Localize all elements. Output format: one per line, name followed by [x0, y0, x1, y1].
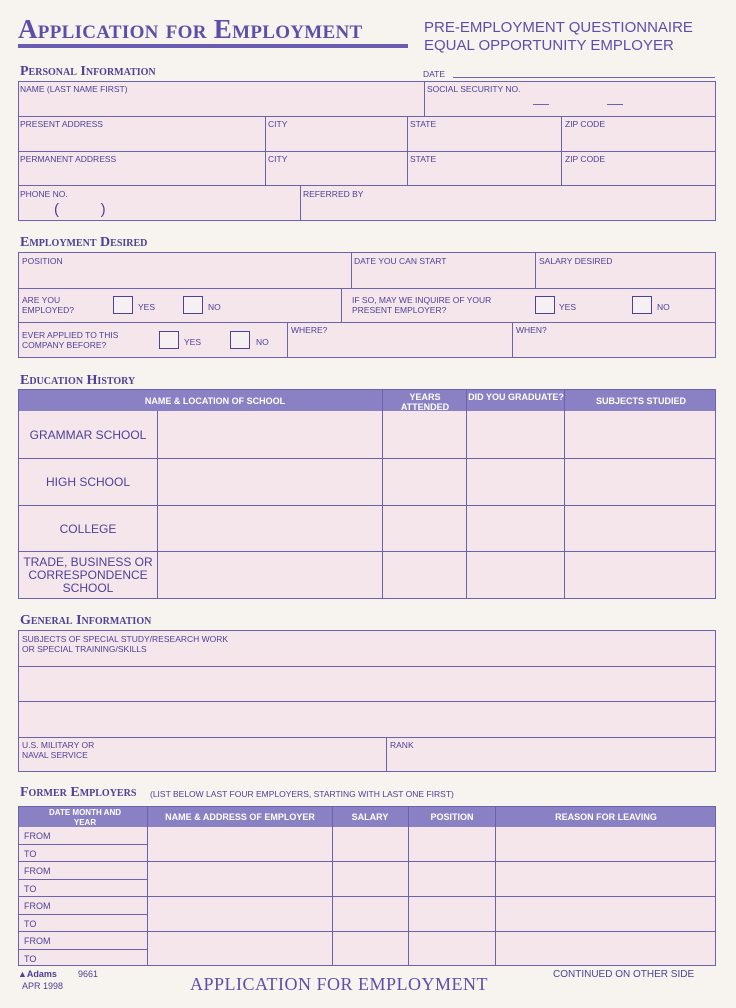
- brand-name: Adams: [26, 969, 57, 979]
- row-college: COLLEGE: [59, 522, 117, 536]
- form-date: APR 1998: [22, 981, 64, 991]
- inquire-no-checkbox[interactable]: [632, 296, 652, 314]
- start-date-field[interactable]: DATE YOU CAN START: [354, 256, 447, 266]
- form-title: Application for Employment: [18, 14, 363, 44]
- yes-label: YES: [138, 302, 156, 312]
- col-divider: [332, 807, 333, 966]
- col-divider: [341, 288, 342, 322]
- col-divider: [424, 81, 425, 116]
- row-divider: [18, 322, 716, 323]
- row-divider: [18, 931, 716, 932]
- permanent-city-field[interactable]: CITY: [268, 154, 288, 164]
- row-divider: [18, 666, 716, 667]
- continued-note: CONTINUED ON OTHER SIDE: [553, 969, 695, 980]
- col-date: DATE MONTH AND YEAR: [49, 808, 121, 827]
- from-label-2: FROM: [24, 866, 51, 876]
- present-address-field[interactable]: PRESENT ADDRESS: [20, 119, 103, 129]
- former-employers-note: (LIST BELOW LAST FOUR EMPLOYERS, STARTING WITH LAST ONE FIRST): [150, 789, 454, 799]
- col-position: POSITION: [430, 812, 474, 822]
- title-rule: [18, 44, 408, 48]
- position-field[interactable]: POSITION: [22, 256, 63, 266]
- footer-title: APPLICATION FOR EMPLOYMENT: [190, 974, 489, 994]
- col-salary: SALARY: [351, 812, 389, 822]
- section-education-heading: Education History: [20, 373, 136, 388]
- ssn-dash: [607, 104, 623, 105]
- row-divider: [18, 458, 716, 459]
- yes-label: YES: [559, 302, 577, 312]
- name-field[interactable]: NAME (LAST NAME FIRST): [20, 84, 128, 94]
- row-divider: [18, 151, 716, 152]
- no-label: NO: [657, 302, 670, 312]
- inquire-label: IF SO, MAY WE INQUIRE OF YOUR PRESENT EMPLOYER?: [352, 295, 492, 315]
- subtitle-eoe: EQUAL OPPORTUNITY EMPLOYER: [424, 37, 674, 54]
- row-divider: [18, 737, 716, 738]
- row-divider: [18, 861, 716, 862]
- col-divider: [535, 252, 536, 288]
- subtitle-questionnaire: PRE-EMPLOYMENT QUESTIONNAIRE: [424, 19, 693, 36]
- section-former-heading: Former Employers: [20, 785, 137, 800]
- adams-logo-icon: ▲: [18, 969, 27, 979]
- row-divider: [18, 914, 148, 915]
- row-divider: [18, 505, 716, 506]
- ever-applied-label: EVER APPLIED TO THIS COMPANY BEFORE?: [22, 330, 119, 350]
- no-label: NO: [208, 302, 221, 312]
- row-divider: [18, 844, 148, 845]
- from-label-1: FROM: [24, 831, 51, 841]
- row-grammar-school: GRAMMAR SCHOOL: [29, 428, 147, 442]
- permanent-state-field[interactable]: STATE: [410, 154, 437, 164]
- row-divider: [18, 701, 716, 702]
- phone-area-code: ( ): [54, 201, 106, 218]
- to-label-3: TO: [24, 919, 37, 929]
- date-label: DATE: [423, 69, 446, 79]
- military-field[interactable]: U.S. MILITARY OR NAVAL SERVICE: [22, 740, 95, 760]
- are-you-employed-label: ARE YOU EMPLOYED?: [22, 295, 74, 315]
- permanent-address-field[interactable]: PERMANENT ADDRESS: [20, 154, 117, 164]
- from-label-4: FROM: [24, 936, 51, 946]
- row-trade-school: TRADE, BUSINESS OR CORRESPONDENCE SCHOOL: [23, 555, 153, 595]
- applied-yes-checkbox[interactable]: [159, 331, 179, 349]
- present-state-field[interactable]: STATE: [410, 119, 437, 129]
- section-employment-heading: Employment Desired: [20, 235, 148, 250]
- col-divider: [386, 737, 387, 772]
- col-divider: [382, 390, 383, 599]
- col-divider: [561, 116, 562, 185]
- col-school: NAME & LOCATION OF SCHOOL: [144, 396, 286, 406]
- col-divider: [351, 252, 352, 288]
- rank-field[interactable]: RANK: [390, 740, 414, 750]
- col-divider: [265, 116, 266, 185]
- col-employer: NAME & ADDRESS OF EMPLOYER: [165, 812, 315, 822]
- ssn-dash: [533, 104, 549, 105]
- col-divider: [512, 322, 513, 358]
- row-divider: [18, 949, 148, 950]
- permanent-zip-field[interactable]: ZIP CODE: [565, 154, 605, 164]
- row-divider: [18, 896, 716, 897]
- salary-desired-field[interactable]: SALARY DESIRED: [539, 256, 613, 266]
- col-divider: [495, 807, 496, 966]
- to-label-1: TO: [24, 849, 37, 859]
- col-years: YEARS ATTENDED: [400, 392, 450, 412]
- col-divider: [466, 390, 467, 599]
- row-divider: [18, 116, 716, 117]
- row-divider: [18, 185, 716, 186]
- col-divider: [407, 116, 408, 185]
- col-divider: [300, 185, 301, 221]
- no-label: NO: [256, 337, 269, 347]
- col-graduate: DID YOU GRADUATE?: [468, 392, 564, 402]
- yes-label: YES: [184, 337, 202, 347]
- form-number: 9661: [78, 969, 99, 979]
- col-divider: [408, 807, 409, 966]
- present-zip-field[interactable]: ZIP CODE: [565, 119, 605, 129]
- ssn-field[interactable]: SOCIAL SECURITY NO.: [427, 84, 521, 94]
- col-divider: [287, 322, 288, 358]
- date-line[interactable]: [453, 77, 715, 78]
- section-personal-heading: Personal Information: [20, 64, 156, 79]
- to-label-2: TO: [24, 884, 37, 894]
- col-reason: REASON FOR LEAVING: [555, 812, 657, 822]
- phone-field[interactable]: PHONE NO.: [20, 189, 68, 199]
- from-label-3: FROM: [24, 901, 51, 911]
- section-general-heading: General Information: [20, 613, 152, 628]
- applied-no-checkbox[interactable]: [230, 331, 250, 349]
- when-field[interactable]: WHEN?: [516, 325, 547, 335]
- row-divider: [18, 288, 716, 289]
- present-city-field[interactable]: CITY: [268, 119, 288, 129]
- to-label-4: TO: [24, 954, 37, 964]
- employed-no-checkbox[interactable]: [183, 296, 203, 314]
- inquire-yes-checkbox[interactable]: [535, 296, 555, 314]
- referred-by-field[interactable]: REFERRED BY: [303, 189, 364, 199]
- col-subjects: SUBJECTS STUDIED: [595, 396, 686, 406]
- special-study-field[interactable]: SUBJECTS OF SPECIAL STUDY/RESEARCH WORK OR SPECIAL TRAINING/SKILLS: [22, 634, 229, 654]
- where-field[interactable]: WHERE?: [291, 325, 328, 335]
- col-divider: [147, 807, 148, 966]
- employed-yes-checkbox[interactable]: [113, 296, 133, 314]
- row-divider: [18, 879, 148, 880]
- former-employers-table: [18, 806, 716, 966]
- brand-logo: [18, 969, 57, 979]
- row-high-school: HIGH SCHOOL: [45, 475, 130, 489]
- row-divider: [18, 551, 716, 552]
- col-divider: [564, 390, 565, 599]
